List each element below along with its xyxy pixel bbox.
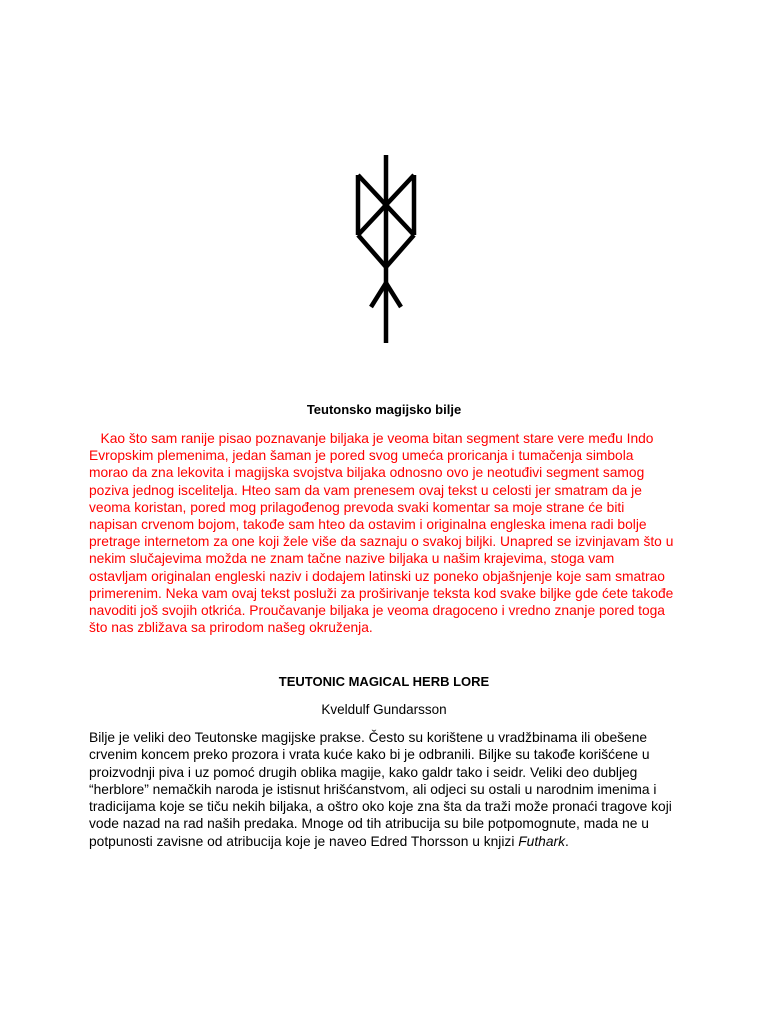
intro-line: Evropskim plemenima, jedan šaman je pored svog umeća proricanja i tumačenja simbola — [89, 448, 634, 464]
body-last-suffix: . — [565, 833, 569, 849]
heading-serbian: Teutonsko magijsko bilje — [306, 402, 462, 417]
intro-line: napisan crvenom bojom, takođe sam hteo da ostavim i originalna engleska imena radi bolje — [89, 517, 647, 533]
body-line: crvenim koncem preko prozora i vrata kuće kako bi je odbranili. Biljke su takođe korišćene u — [89, 747, 650, 763]
intro-line: što nas zbližava sa prirodom našeg okruženja. — [89, 620, 373, 636]
body-paragraph — [89, 729, 689, 850]
heading-english: TEUTONIC MAGICAL HERB LORE — [278, 674, 490, 689]
intro-line: morao da zna lekovita i magijska svojstva biljaka odnosno ovo je neotuđivi segment samog — [89, 465, 645, 481]
body-line-last — [89, 833, 689, 850]
intro-line: ostavljam originalan engleski naziv i dodajem latinski uz poneko objašnjenje koje sam smatrao — [89, 568, 665, 584]
intro-paragraph-red — [89, 430, 681, 636]
intro-line: navoditi još svojih otkrića. Proučavanje biljaka je veoma dragoceno i vredno znanje pored toga — [89, 603, 665, 619]
body-line: tradicijama koje se tiču nekih biljaka, a oštro oko koje zna šta da traži može pronaći tragove koji — [89, 799, 672, 815]
intro-line: poziva jednog iscelitelja. Hteo sam da vam prenesem ovaj tekst u celosti jer smatram da je — [89, 482, 642, 498]
body-line: proizvodnji piva i uz pomoć drugih oblika magije, kako galdr tako i seidr. Veliki deo dubljeg — [89, 764, 638, 780]
intro-line: Kao što sam ranije pisao poznavanje biljaka je veoma bitan segment stare vere među Indo — [89, 431, 654, 446]
body-last-prefix: potpunosti zavisne od atribucija koje je naveo Edred Thorsson u knjizi — [89, 833, 519, 849]
author-name: Kveldulf Gundarsson — [321, 702, 447, 717]
body-line: “herblore” nemačkih naroda je istisnut hrišćanstvom, ali odjeci su ostali u narodnim imenima i — [89, 781, 657, 797]
intro-line: nekim slučajevima možda ne znam tačne nazive biljaka u našim krajevima, stoga vam — [89, 551, 615, 567]
intro-line: veoma koristan, pored mog prilagođenog prevoda svaki komentar sa moje strane će biti — [89, 499, 625, 515]
body-line: Bilje je veliki deo Teutonske magijske prakse. Često su korištene u vradžbinama ili obešene — [89, 730, 648, 745]
intro-line: pretrage internetom za one koji žele više da saznaju o svakoj biljki. Unapred se izvinjavam što u — [89, 534, 674, 550]
bindrune-icon — [343, 155, 429, 345]
body-line: vode nazad na rad naših predaka. Mnoge od tih atribucija su bile potpomognute, mada ne u — [89, 816, 649, 832]
book-title-futhark: Futhark — [518, 833, 566, 849]
intro-line: primerenim. Neka vam ovaj tekst posluži za proširivanje teksta kod svake biljke gde ćete takođe — [89, 585, 674, 601]
